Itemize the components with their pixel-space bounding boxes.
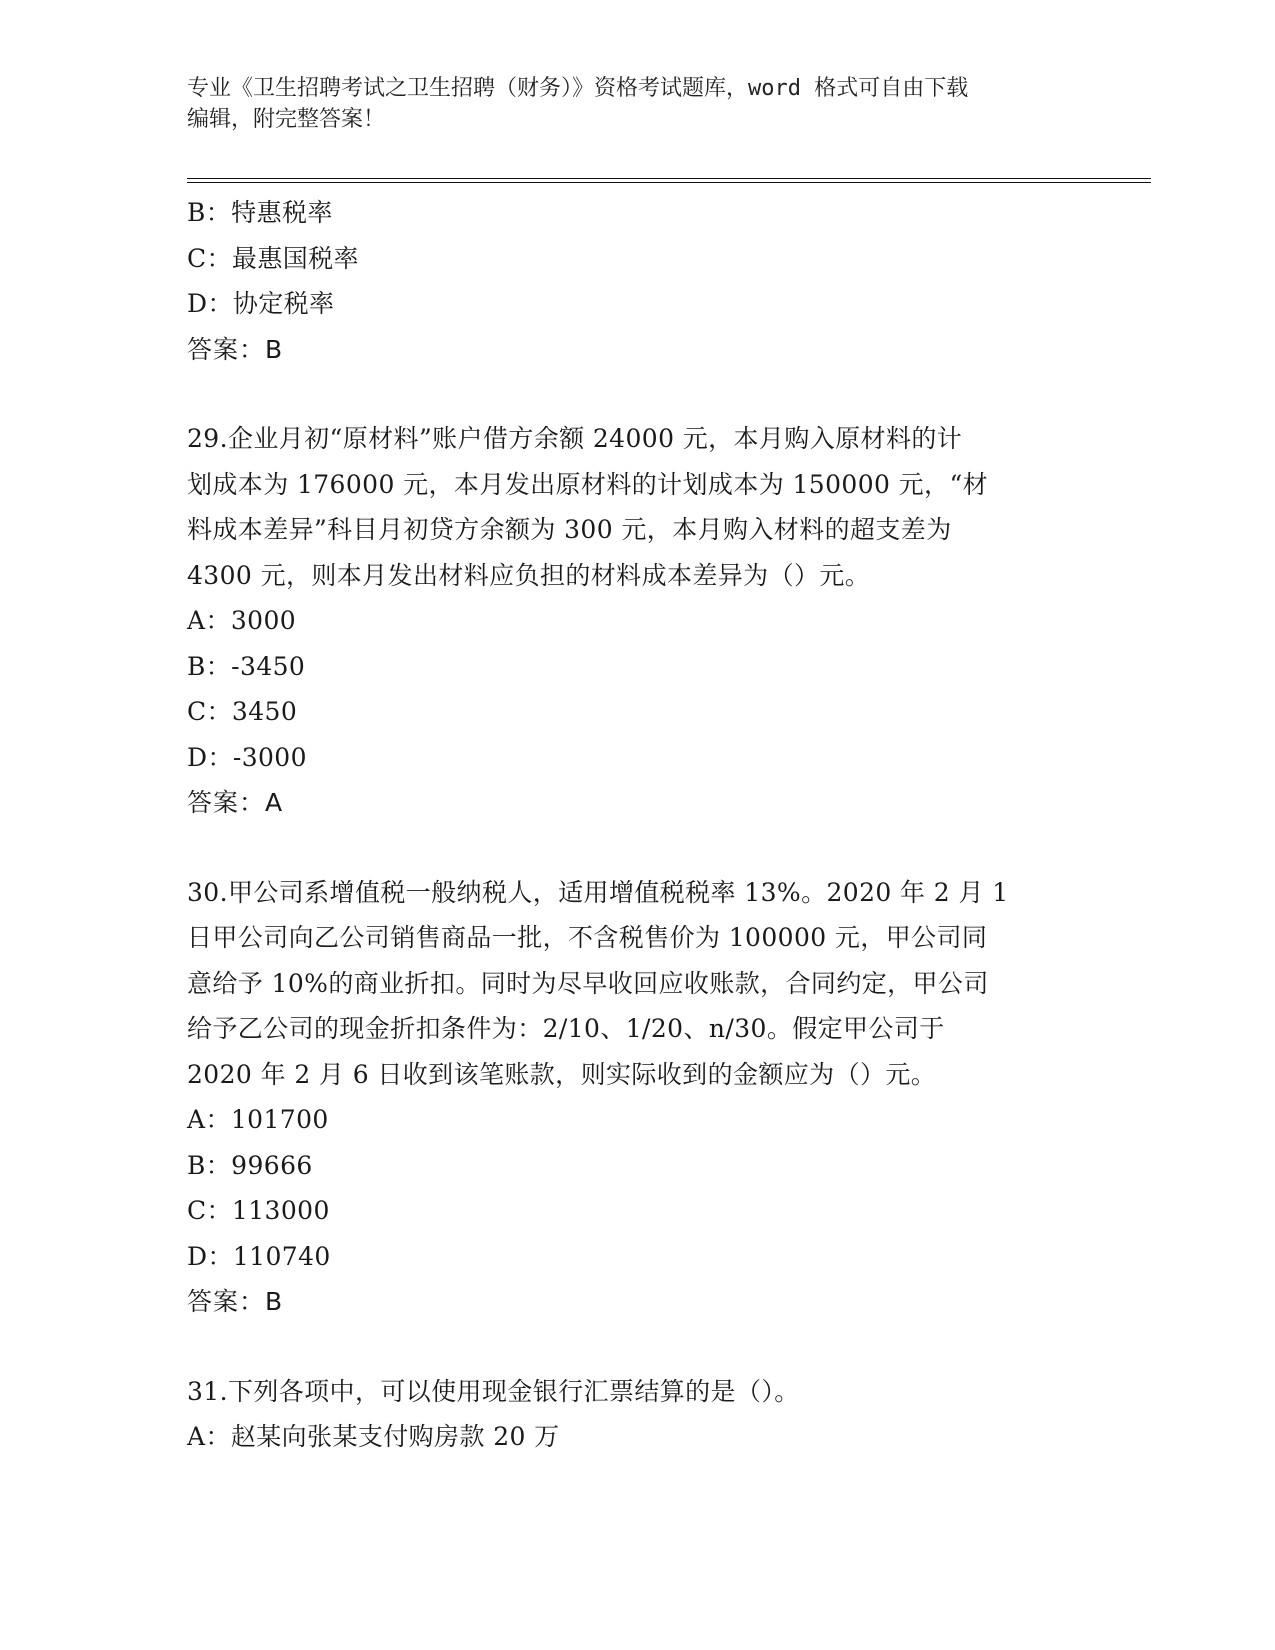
option-c: C：最惠国税率 <box>187 243 359 273</box>
question-gap <box>187 1325 1087 1369</box>
question-text-line: 31.下列各项中，可以使用现金银行汇票结算的是（）。 <box>187 1376 800 1406</box>
header-line-1: 专业《卫生招聘考试之卫生招聘（财务）》资格考试题库，word 格式可自由下载 <box>187 76 969 101</box>
answer: 答案：B <box>187 334 284 364</box>
option-b: B：99666 <box>187 1150 313 1180</box>
option-b: B：特惠税率 <box>187 198 333 227</box>
question-29 <box>187 416 1087 826</box>
option-d: D：110740 <box>187 1241 331 1271</box>
header-divider-bottom <box>187 182 1151 183</box>
option-d: D：协定税率 <box>187 289 335 318</box>
question-text-line: 划成本为 176000 元，本月发出原材料的计划成本为 150000 元，“材 <box>187 469 989 499</box>
question-text-line: 2020 年 2 月 6 日收到该笔账款，则实际收到的金额应为（）元。 <box>187 1059 937 1089</box>
question-text-line: 日甲公司向乙公司销售商品一批，不含税售价为 100000 元，甲公司同 <box>187 923 988 952</box>
option-c: C：113000 <box>187 1196 330 1225</box>
option-a: A：赵某向张某支付购房款 20 万 <box>187 1422 560 1451</box>
question-text-line: 4300 元，则本月发出材料应负担的材料成本差异为（）元。 <box>187 560 871 590</box>
header-line-2: 编辑，附完整答案！ <box>187 107 386 132</box>
answer: 答案：A <box>187 788 284 817</box>
previous-question-tail <box>187 190 1087 372</box>
option-a: A：3000 <box>187 606 297 635</box>
question-30 <box>187 870 1087 1325</box>
question-text-line: 30.甲公司系增值税一般纳税人，适用增值税税率 13%。2020 年 2 月 1 <box>187 877 1009 907</box>
question-text-line: 意给予 10%的商业折扣。同时为尽早收回应收账款，合同约定，甲公司 <box>187 968 989 998</box>
answer: 答案：B <box>187 1287 284 1316</box>
question-31 <box>187 1369 1087 1460</box>
option-d: D：-3000 <box>187 742 307 772</box>
option-c: C：3450 <box>187 697 298 726</box>
question-gap <box>187 372 1087 416</box>
question-text-line: 29.企业月初“原材料”账户借方余额 24000 元，本月购入原材料的计 <box>187 424 963 453</box>
question-gap <box>187 826 1087 870</box>
option-a: A：101700 <box>187 1105 329 1134</box>
question-text-line: 给予乙公司的现金折扣条件为：2/10、1/20、n/30。假定甲公司于 <box>187 1014 945 1043</box>
question-list <box>187 190 1087 1460</box>
option-b: B：-3450 <box>187 651 306 681</box>
document-header <box>187 73 1087 135</box>
header-divider-top <box>187 178 1151 179</box>
question-text-line: 料成本差异”科目月初贷方余额为 300 元，本月购入材料的超支差为 <box>187 515 952 544</box>
